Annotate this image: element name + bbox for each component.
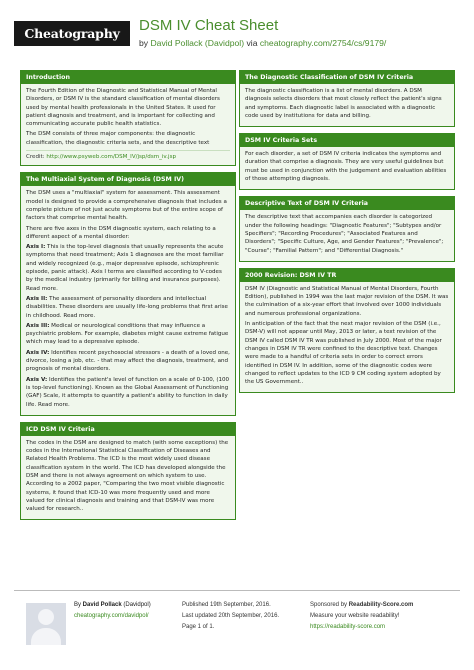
sponsor-prefix: Sponsored by bbox=[310, 602, 349, 608]
section-body bbox=[240, 84, 454, 126]
footer-author-handle: (Davidpol) bbox=[121, 602, 151, 608]
section-introduction bbox=[20, 70, 236, 166]
axis-1-entry bbox=[26, 243, 230, 293]
paragraph: The Fourth Edition of the Diagnostic and Statistical Manual of Mental Disorders, or DSM IV is the standard classification of mental disorders used by mental health professionals in the United States. It used for patient diagnosis and treatment, and is important for collecting and communicating accurate public health statistics. bbox=[26, 88, 220, 128]
avatar-head bbox=[38, 609, 54, 625]
page-number: Page 1 of 1. bbox=[182, 624, 215, 630]
section-body bbox=[240, 210, 454, 260]
section-heading: 2000 Revision: DSM IV TR bbox=[240, 269, 454, 282]
updated-date: Last updated 20th September, 2016. bbox=[182, 613, 280, 619]
axis-text: Identifies recent psychosocial stressors - a death of a loved one, divorce, losing a job, etc. - that may affect the diagnosis, treatment, and prognosis of mental disorders. bbox=[26, 349, 230, 373]
footer-dates-block bbox=[182, 600, 279, 633]
paragraph: The descriptive text that accompanies each disorder is categorized under the following headings: "Diagnostic Features"; "Subtypes and/or Specifiers"; "Recording Procedures"; "Associated Features and Disorders"; "Specific Culture, Age, and Gender Features"; "Prevalence"; "Course"; "Familial Pattern"; and "Differential Diagnosis." bbox=[245, 214, 444, 254]
axis-label: Axis V: bbox=[26, 376, 48, 383]
published-date: Published 19th September, 2016. bbox=[182, 602, 271, 608]
byline bbox=[139, 38, 386, 48]
footer-author-line bbox=[74, 600, 151, 611]
credit-label: Credit: bbox=[26, 154, 47, 161]
axis-5-entry bbox=[26, 376, 230, 409]
axis-label: Axis IV: bbox=[26, 349, 50, 356]
paragraph: The DSM uses a "multiaxial" system for assessment. This assessment model is designed to provide a comprehensive diagnosis that includes a complete picture of not just acute symptoms but of the entire scope of factors that comprise mental health. bbox=[26, 190, 227, 222]
paragraph: For each disorder, a set of DSM IV criteria indicates the symptoms and duration that comprise a diagnosis. They are very useful guidelines but must be used in conjunction with the judgement and evaluation abilities of those attempting diagnosis. bbox=[245, 151, 447, 183]
section-icd-criteria bbox=[20, 422, 236, 521]
axis-text: Medical or neurological conditions that may influence a psychiatric problem. For example, diabetes might cause extreme fatigue which may lead to a depressive episode. bbox=[26, 322, 229, 346]
credit-line bbox=[26, 150, 230, 161]
footer-profile-link[interactable]: cheatography.com/davidpol/ bbox=[74, 613, 149, 619]
axis-text: This is the top-level diagnosis that usually represents the acute symptoms that need treatment; Axis 1 diagnoses are the most familiar and widely recognized (e.g., major depressive episode, schizophrenic episode, panic attack). Axis I terms are classified according to V-codes by the medical industry (primarily for billing and insurance purposes). Read more. bbox=[26, 244, 224, 292]
section-descriptive-text bbox=[239, 196, 455, 261]
credit-link[interactable]: http://www.psyweb.com/DSM_IV/jsp/dsm_iv.jsp bbox=[46, 154, 176, 161]
paragraph: DSM IV (Diagnostic and Statistical Manual of Mental Disorders, Fourth Edition), published in 1994 was the last major revision of the DSM. It was the culmination of a six-year effort that involved over 1000 individuals and numerous professional organizations. bbox=[245, 285, 449, 317]
section-2000-revision bbox=[239, 268, 455, 394]
footer-author-name[interactable]: David Pollack bbox=[82, 602, 122, 608]
section-heading: Descriptive Text of DSM IV Criteria bbox=[240, 197, 454, 210]
section-heading: The Multiaxial System of Diagnosis (DSM IV) bbox=[21, 173, 235, 186]
paragraph: In anticipation of the fact that the next major revision of the DSM (i.e., DSM-V) will not appear until May, 2013 or later, a text revision of the DSM IV called DSM IV TR was published in July 2000. Most of the major changes in DSM IV TR were confined to the descriptive text. Changes were made to a handful of criteria sets in order to correct errors identified in DSM IV. In addition, some of the diagnostic codes were changed to reflect updates to the ICD 9 CM coding system adopted by the US Government.. bbox=[245, 321, 442, 386]
section-heading: ICD DSM IV Criteria bbox=[21, 423, 235, 436]
section-body bbox=[240, 147, 454, 189]
section-body bbox=[21, 84, 235, 165]
sponsor-name[interactable]: Readability-Score.com bbox=[348, 602, 414, 608]
axis-label: Axis II: bbox=[26, 295, 48, 302]
sponsor-line bbox=[310, 600, 413, 611]
paragraph: The diagnostic classification is a list of mental disorders. A DSM diagnosis selects disorders that most closely reflect the patient's signs and symptoms. Each diagnostic label is associated with a diagnostic code used by institutions for data and billing. bbox=[245, 88, 442, 119]
section-heading: DSM IV Criteria Sets bbox=[240, 134, 454, 147]
sponsor-link[interactable]: https://readability-score.com bbox=[310, 624, 386, 630]
sponsor-tagline: Measure your website readability! bbox=[310, 613, 400, 619]
section-diagnostic-classification bbox=[239, 70, 455, 127]
axis-text: Identifies the patient's level of function on a scale of 0-100, (100 is top-level functioning). Known as the Global Assessment of Functioning (GAF) Scale, it attempts to quantify a patient's ability to function in daily life. Read more. bbox=[26, 376, 230, 408]
section-body bbox=[21, 186, 235, 414]
axis-3-entry bbox=[26, 322, 230, 347]
avatar-body bbox=[31, 628, 61, 645]
by-prefix: by bbox=[139, 38, 151, 48]
axis-label: Axis I: bbox=[26, 244, 46, 251]
paragraph: The codes in the DSM are designed to match (with some exceptions) the codes in the International Statistical Classification of Diseases and Related Health Problems. The ICD is the most widely used disease classification system in the world. The ICD has developed alongside the DSM and there is not always agreement on which system to use. According to a 2002 paper, "Comparing the two most visible diagnostic systems, it found that ICD-10 was more frequently used and more valued for clinical diagnosis and training and that DSM-IV was more valued for research.. bbox=[26, 439, 229, 513]
axis-label: Axis III: bbox=[26, 322, 50, 329]
paragraph: There are five axes in the DSM diagnostic system, each relating to a different aspect of a mental disorder: bbox=[26, 225, 216, 240]
cheatography-logo[interactable]: Cheatography bbox=[14, 21, 130, 46]
page-header bbox=[0, 0, 474, 66]
sheet-url-link[interactable]: cheatography.com/2754/cs/9179/ bbox=[259, 38, 387, 48]
right-column bbox=[239, 70, 455, 399]
by-label: By bbox=[74, 602, 83, 608]
author-link[interactable]: David Pollack (Davidpol) bbox=[150, 38, 245, 48]
page-title: DSM IV Cheat Sheet bbox=[139, 17, 279, 34]
footer-sponsor-block bbox=[310, 600, 413, 633]
axis-2-entry bbox=[26, 295, 230, 320]
section-heading: Introduction bbox=[21, 71, 235, 84]
section-heading: The Diagnostic Classification of DSM IV Criteria bbox=[240, 71, 454, 84]
section-criteria-sets bbox=[239, 133, 455, 190]
section-multiaxial-system bbox=[20, 172, 236, 415]
avatar[interactable] bbox=[26, 603, 66, 645]
page-footer bbox=[14, 590, 460, 650]
section-body bbox=[240, 282, 454, 393]
section-body bbox=[21, 436, 235, 520]
axis-text: The assessment of personality disorders and intellectual disabilities. These disorders are usually life-long problems that first arise in childhood. Read more. bbox=[26, 295, 228, 319]
axis-4-entry bbox=[26, 349, 230, 374]
footer-author-block bbox=[74, 600, 151, 622]
left-column bbox=[20, 70, 236, 526]
via-text: via bbox=[244, 38, 260, 48]
paragraph: The DSM consists of three major components: the diagnostic classification, the diagnostic criteria sets, and the descriptive text bbox=[26, 131, 210, 146]
